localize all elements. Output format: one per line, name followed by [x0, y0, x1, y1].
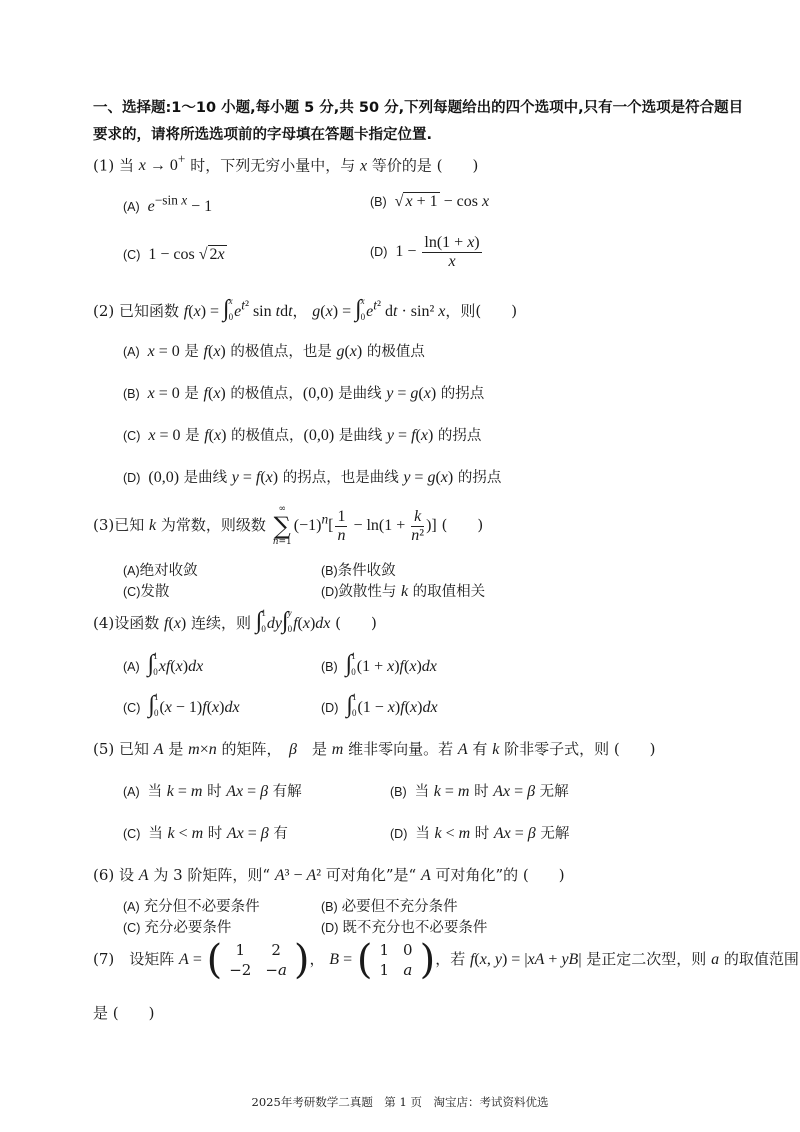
question-4-option-a: (A) ∫ 1 0 xf(x)dx	[123, 651, 204, 677]
question-1-option-d: (D) 1 − $\frac{\ln(1 + x)}{x}$	[370, 234, 480, 270]
question-number: (1)	[93, 156, 115, 175]
question-3-option-a: (A)绝对收敛	[123, 563, 198, 579]
question-2-option-c: (C) x = 0 是 f(x) 的极值点，(0,0) 是曲线 y = f(x) 的拐点	[123, 427, 482, 444]
question-6-stem: (6) 设 A 为 3 阶矩阵，则“ A³ − A² 可对角化”是“ A 可对角化”的 ( )	[93, 866, 565, 884]
question-5-option-c: (C) 当 k < m 时 Ax = β 有	[123, 825, 288, 842]
question-1-stem: (1) 当 x → 0+ 时，下列无穷小量中，与 x 等价的是 ( )	[93, 152, 479, 175]
question-6-option-b: (B) 必要但不充分条件	[321, 899, 458, 915]
question-2-stem: (2) 已知函数 f(x) = ∫ x 0 $e^{t^2}$ sin tdt， g(x) = ∫ x 0 $e^{t^2}$ dt · sin² x，则( )	[93, 296, 518, 322]
question-2-option-a: (A) x = 0 是 f(x) 的极值点，也是 g(x) 的极值点	[123, 343, 425, 360]
matrix-b: ( 1 0 1 a )	[356, 937, 436, 983]
question-4-stem: (4)设函数 f(x) 连续，则 ∫ 1 0 dy ∫ y 0 f(x)dx ( )	[93, 608, 377, 634]
matrix-a: ( 1 2 −2 −a )	[206, 937, 310, 983]
question-4-option-c: (C) ∫ 1 0 (x − 1)f(x)dx	[123, 692, 240, 718]
question-number: (6)	[93, 866, 115, 884]
question-2-option-b: (B) x = 0 是 f(x) 的极值点，(0,0) 是曲线 y = g(x) 的拐点	[123, 385, 485, 402]
section-header-line-1: 一、选择题:1～10 小题,每小题 5 分,共 50 分,下列每题给出的四个选项中,只有一个选项是符合题目	[93, 100, 744, 116]
question-6-option-d: (D) 既不充分也不必要条件	[321, 920, 488, 936]
question-3-option-b: (B)条件收敛	[321, 563, 396, 579]
question-2-option-d: (D) (0,0) 是曲线 y = f(x) 的拐点，也是曲线 y = g(x) 的拐点	[123, 469, 502, 486]
question-5-option-b: (B) 当 k = m 时 Ax = β 无解	[390, 783, 569, 800]
section-header-line-2: 要求的，请将所选选项前的字母填在答题卡指定位置.	[93, 127, 433, 143]
question-6-option-a: (A) 充分但不必要条件	[123, 899, 260, 915]
question-4-option-d: (D) ∫ 1 0 (1 − x)f(x)dx	[321, 692, 438, 718]
question-5-option-a: (A) 当 k = m 时 Ax = β 有解	[123, 783, 302, 800]
question-1-option-c: (C) 1 − cos √ 2x	[123, 246, 225, 263]
question-3-option-d: (D)敛散性与 k 的取值相关	[321, 583, 486, 600]
question-number: (5)	[93, 740, 115, 758]
question-number: (7)	[93, 950, 115, 968]
question-number: (3)	[93, 516, 115, 534]
question-3-stem: (3)已知 k 为常数，则级数 ∞ ∑ n=1 $(-1)^n$[ $\frac{1}{n}$ − ln(1 + $\frac{k}{\text{n²}}$ )] ( )	[93, 504, 484, 547]
question-4-option-b: (B) ∫ 1 0 (1 + x)f(x)dx	[321, 651, 437, 677]
question-6-option-c: (C) 充分必要条件	[123, 920, 232, 936]
question-number: (4)	[93, 614, 115, 632]
question-5-stem: (5) 已知 A 是 m×n 的矩阵， β 是 m 维非零向量。若 A 有 k 阶非零子式，则 ( )	[93, 740, 656, 758]
question-5-option-d: (D) 当 k < m 时 Ax = β 无解	[390, 825, 570, 842]
question-1-option-a: (A) $e^{-sin x} - 1$	[123, 193, 213, 216]
question-1-option-b: (B) √ x + 1 − cos x	[370, 193, 490, 210]
question-3-option-c: (C)发散	[123, 584, 170, 600]
page-footer: 2025年考研数学二真题 第 1 页 淘宝店：考试资料优选	[251, 1095, 549, 1109]
question-7-stem: (7) 设矩阵 A = ( 1 2 −2 −a ) ， B = ( 1 0 1 a ) ，若 f(x, y) = |xA + yB| 是正定二次型，则 a 的取值范围	[93, 937, 799, 983]
question-number: (2)	[93, 302, 115, 320]
question-7-stem-continued: 是 ( )	[93, 1004, 155, 1022]
